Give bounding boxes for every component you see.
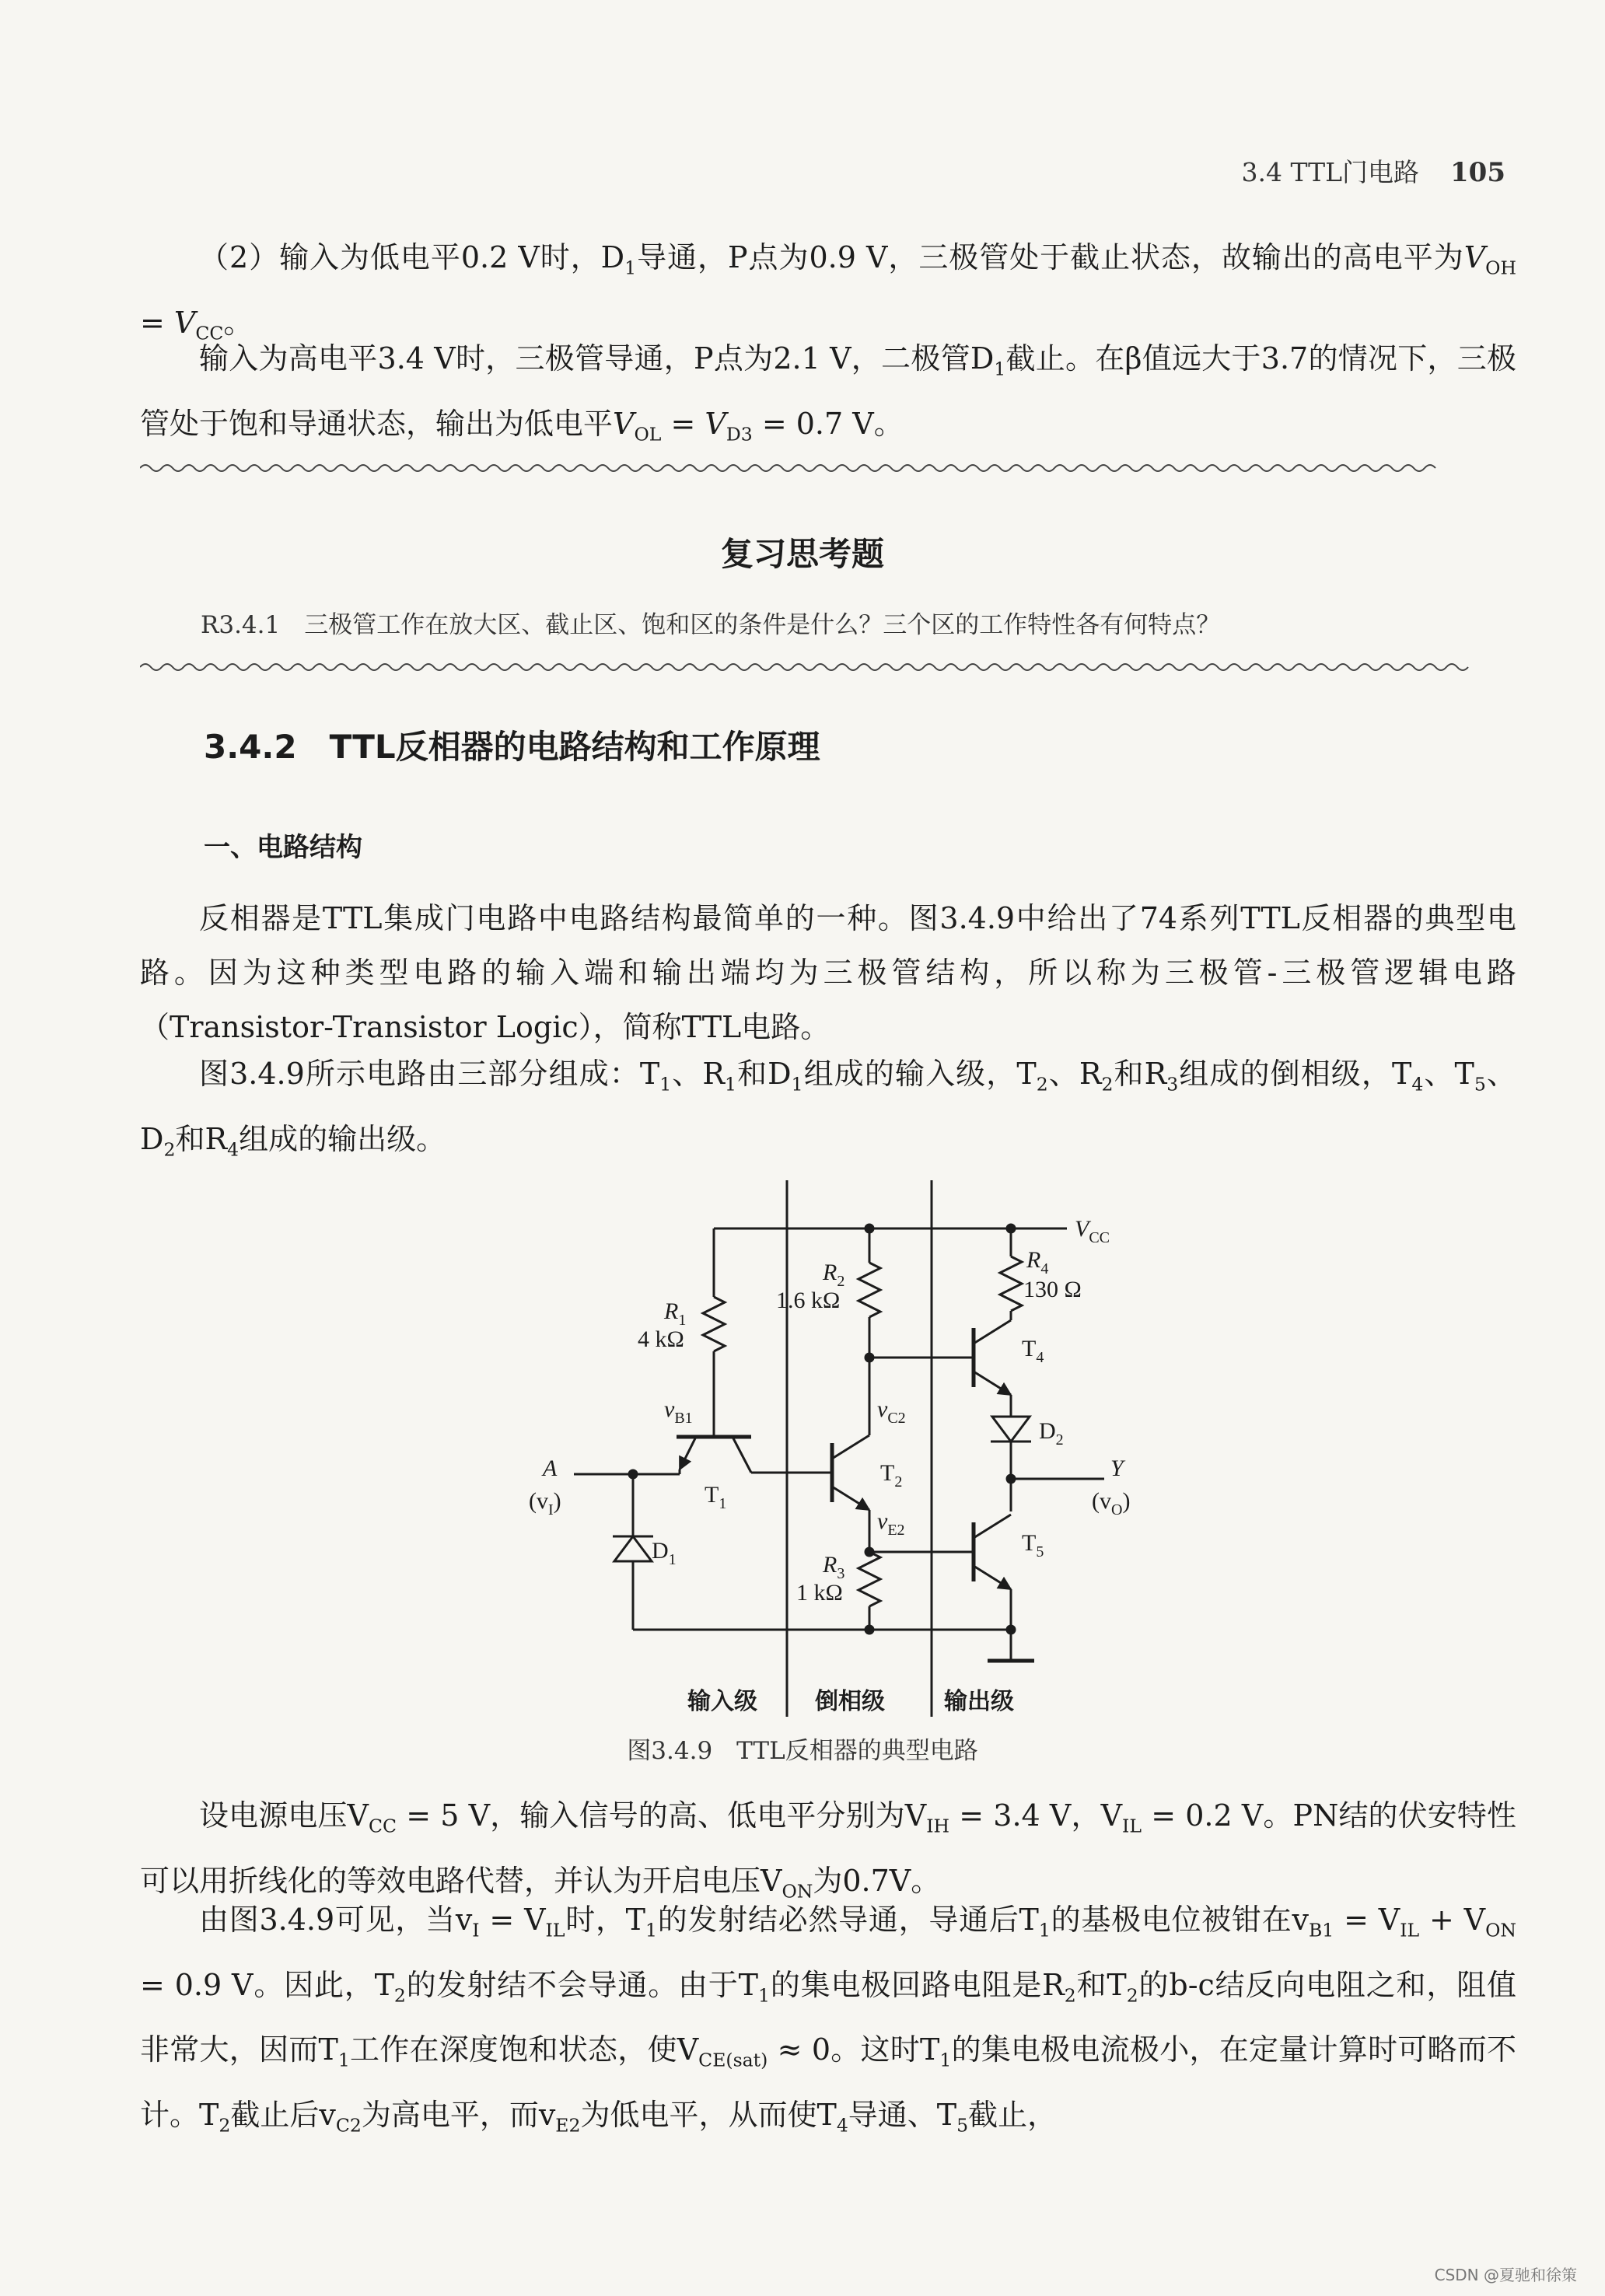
r2-resistor (858, 1263, 880, 1317)
vcc-label: $V_{CC}$ (1075, 1216, 1110, 1246)
t5-emitter (974, 1566, 1011, 1589)
d2-label: $D_2$ (1039, 1418, 1064, 1449)
stage-inverter-label: 倒相级 (815, 1688, 885, 1715)
r4-value: 130 Ω (1023, 1277, 1082, 1302)
t2-emitter (832, 1487, 869, 1510)
d1-diode (614, 1536, 652, 1561)
vc2-label: $v_{C2}$ (877, 1396, 906, 1427)
input-a-label: A (543, 1456, 558, 1481)
r3-label: $R_3$ (823, 1552, 845, 1582)
r2-label: $R_2$ (823, 1260, 845, 1290)
ve2-label: $v_{E2}$ (877, 1508, 905, 1539)
r3-value: 1 kΩ (796, 1580, 843, 1606)
t1-collector (733, 1437, 751, 1473)
t2-label: $T_2$ (880, 1460, 903, 1490)
t5-collector (974, 1515, 1011, 1538)
t2-collector (832, 1435, 869, 1459)
paragraph-analysis: 由图3.4.9可见，当$v_I = V_{IL}$时，$T_1$的发射结必然导通，导通后$T_1$的基极电位被钳在$v_{B1} = V_{IL} + V_{ON} = 0.9$ V。因此，$T_2$的发射结不会导通。由于$T_1$的集电极回路电阻是$R_2$和$T_2$的b-c结反向电阻之和，阻值非常大，因而$T_1$工作在深度饱和状态，使$V_{CE(sat)} \approx 0$。这时$T_1$的集电极电流极小，在定量计算时可略而不计。$T_2$截止后$v_{C2}$为高电平，而$v_{E2}$为低电平，从而使$T_4$导通、$T_5$截止， (140, 1903, 1516, 2137)
d2-diode (992, 1417, 1030, 1442)
t5-label: $T_5$ (1022, 1530, 1044, 1560)
figure-caption: 图3.4.9 TTL反相器的典型电路 (627, 1737, 978, 1765)
r3-resistor (858, 1552, 880, 1606)
r1-resistor (703, 1297, 725, 1351)
d1-label: $D_1$ (652, 1538, 677, 1568)
r2-value: 1.6 kΩ (776, 1288, 841, 1313)
paragraph-assumptions: 设电源电压$V_{CC} = 5$ V，输入信号的高、低电平分别为$V_{IH} = 3.4$ V，$V_{IL} = 0.2$ V。PN结的伏安特性可以用折线化的等效电路代替，并认为开启电压$V_{ON}$为0.7V。 (140, 1798, 1517, 1903)
t4-label: $T_4$ (1022, 1336, 1044, 1366)
paragraph-composition: 图3.4.9所示电路由三部分组成：$T_1$、$R_1$和$D_1$组成的输入级，$T_2$、$R_2$和$R_3$组成的倒相级，$T_4$、$T_5$、$D_2$和$R_4$组成的输出级。 (140, 1057, 1516, 1161)
paragraph-low-input: （2）输入为低电平0.2 V时，$D_1$导通，P点为0.9 V，三极管处于截止状态，故输出的高电平为$V_{OH} = V_{CC}$。 (140, 240, 1516, 344)
stage-output-label: 输出级 (944, 1688, 1014, 1715)
r1-value: 4 kΩ (638, 1326, 684, 1352)
review-title: 复习思考题 (720, 535, 884, 573)
t1-emitter (680, 1437, 696, 1470)
t4-collector (974, 1320, 1011, 1344)
output-v-label: $(v_O)$ (1092, 1488, 1131, 1518)
stage-input-label: 输入级 (687, 1688, 757, 1715)
subsection-title: 一、电路结构 (204, 832, 362, 863)
output-y-label: Y (1110, 1456, 1124, 1481)
paragraph-high-input: 输入为高电平3.4 V时，三极管导通，P点为2.1 V，二极管$D_1$截止。在β值远大于3.7的情况下，三极管处于饱和导通状态，输出为低电平$V_{OL} = V_{D3} = 0.7$ V。 (140, 341, 1516, 446)
r1-label: $R_1$ (664, 1298, 687, 1329)
r4-label: $R_4$ (1026, 1247, 1049, 1277)
r4-resistor (1000, 1256, 1022, 1311)
review-question: R3.4.1 三极管工作在放大区、截止区、饱和区的条件是什么？三个区的工作特性各有何特点？ (201, 611, 1221, 639)
t1-label: $T_1$ (705, 1482, 727, 1512)
t4-emitter (974, 1372, 1011, 1395)
vb1-label: $v_{B1}$ (664, 1396, 693, 1427)
header-section: 3.4 TTL门电路 (1241, 157, 1420, 187)
section-title: 3.4.2 TTL反相器的电路结构和工作原理 (204, 728, 820, 766)
page-number: 105 (1450, 157, 1505, 188)
watermark: CSDN @夏驰和徐策 (1434, 2266, 1577, 2284)
paragraph-intro: 反相器是TTL集成门电路中电路结构最简单的一种。图3.4.9中给出了74系列TTL反相器的典型电路。因为这种类型电路的输入端和输出端均为三极管结构，所以称为三极管-三极管逻辑电路（Transistor-Transistor Logic），简称TTL电路。 (140, 901, 1516, 1044)
input-v-label: $(v_I)$ (529, 1488, 561, 1518)
